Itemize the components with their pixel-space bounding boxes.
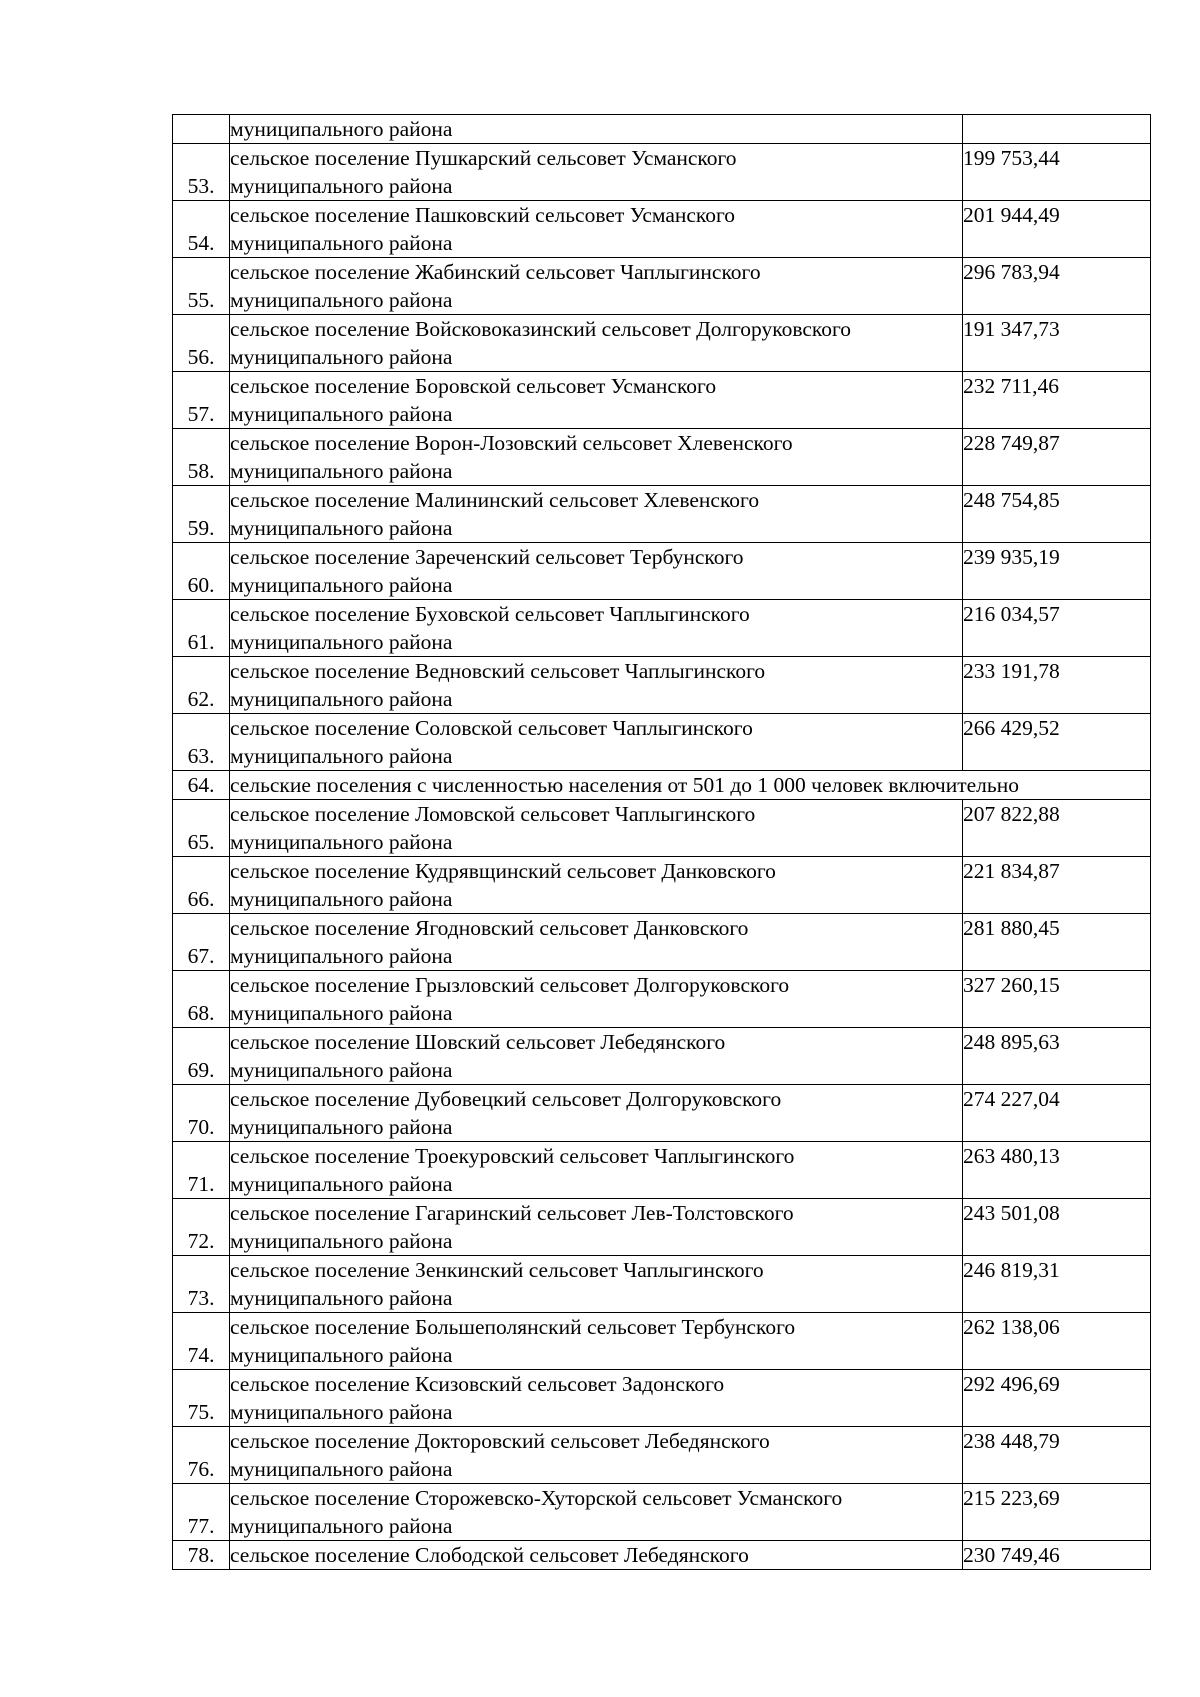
- table-row: [173, 1085, 1151, 1142]
- settlement-name: [230, 258, 963, 315]
- amount-value: 296 783,94: [963, 258, 1151, 315]
- row-number: 57.: [173, 372, 230, 429]
- row-number: 78.: [173, 1541, 230, 1570]
- settlement-name-line: муниципального района: [230, 1400, 453, 1424]
- amount-value: 281 880,45: [963, 914, 1151, 971]
- row-number: 75.: [173, 1370, 230, 1427]
- settlement-name-line: сельское поселение Дубовецкий сельсовет Долгоруковского: [230, 1087, 782, 1111]
- settlement-name: [230, 1541, 963, 1570]
- settlement-name: [230, 429, 963, 486]
- amount-value: 191 347,73: [963, 315, 1151, 372]
- table-row: [173, 429, 1151, 486]
- settlement-name-line: муниципального района: [230, 1286, 453, 1310]
- row-number: 67.: [173, 914, 230, 971]
- settlement-name-line: муниципального района: [230, 887, 453, 911]
- table-row: [173, 1199, 1151, 1256]
- amount-value: 201 944,49: [963, 201, 1151, 258]
- settlement-name-line: сельское поселение Зенкинский сельсовет Чаплыгинского: [230, 1258, 764, 1282]
- table-row: [173, 1427, 1151, 1484]
- row-number: 58.: [173, 429, 230, 486]
- settlement-name: [230, 543, 963, 600]
- row-number: 70.: [173, 1085, 230, 1142]
- settlement-name-line: сельское поселение Докторовский сельсовет Лебедянского: [230, 1429, 770, 1453]
- settlement-name-line: сельское поселение Зареченский сельсовет Тербунского: [230, 545, 744, 569]
- table-row: [173, 1370, 1151, 1427]
- settlement-name-line: муниципального района: [230, 1001, 453, 1025]
- settlement-name: [230, 600, 963, 657]
- settlement-name-line: сельское поселение Ломовской сельсовет Чаплыгинского: [230, 802, 756, 826]
- table-row: [173, 1484, 1151, 1541]
- settlement-name-line: сельское поселение Ксизовский сельсовет Задонского: [230, 1372, 725, 1396]
- settlement-name-line: муниципального района: [230, 459, 453, 483]
- settlement-name: [230, 1256, 963, 1313]
- settlement-name: [230, 1085, 963, 1142]
- amount-value: 216 034,57: [963, 600, 1151, 657]
- table-row: [173, 600, 1151, 657]
- settlement-name-line: сельское поселение Ягодновский сельсовет Данковского: [230, 916, 749, 940]
- settlement-name-line: сельское поселение Малининский сельсовет Хлевенского: [230, 488, 760, 512]
- settlement-name-line: муниципального района: [230, 231, 453, 255]
- table-row: [173, 372, 1151, 429]
- table-row: [173, 258, 1151, 315]
- table-row: [173, 914, 1151, 971]
- row-number: 62.: [173, 657, 230, 714]
- row-number: 71.: [173, 1142, 230, 1199]
- table-row: [173, 1142, 1151, 1199]
- settlement-name: [230, 144, 963, 201]
- amount-value: 207 822,88: [963, 800, 1151, 857]
- settlement-name: [230, 315, 963, 372]
- settlement-name: [230, 1028, 963, 1085]
- table-row: [173, 1313, 1151, 1370]
- row-number: 64.: [173, 771, 230, 800]
- row-number: 65.: [173, 800, 230, 857]
- amount-value: 228 749,87: [963, 429, 1151, 486]
- settlement-name-line: сельское поселение Большеполянский сельсовет Тербунского: [230, 1315, 796, 1339]
- amount-value: 248 754,85: [963, 486, 1151, 543]
- settlement-name-line: муниципального района: [230, 288, 453, 312]
- table-body: [173, 115, 1151, 1570]
- row-number: 53.: [173, 144, 230, 201]
- amount-value: 246 819,31: [963, 1256, 1151, 1313]
- settlement-name: [230, 1484, 963, 1541]
- settlement-name: [230, 115, 963, 144]
- settlement-name: [230, 486, 963, 543]
- settlement-name-line: муниципального района: [230, 1457, 453, 1481]
- table-row: [173, 543, 1151, 600]
- row-number: 66.: [173, 857, 230, 914]
- settlement-name-line: муниципального района: [230, 687, 453, 711]
- table-row: [173, 857, 1151, 914]
- settlement-name: [230, 1199, 963, 1256]
- amount-value: 232 711,46: [963, 372, 1151, 429]
- row-number: 56.: [173, 315, 230, 372]
- settlement-name-line: сельское поселение Шовский сельсовет Лебедянского: [230, 1030, 726, 1054]
- settlement-name-line: муниципального района: [230, 573, 453, 597]
- settlement-name-line: муниципального района: [230, 345, 453, 369]
- row-number: 68.: [173, 971, 230, 1028]
- settlement-name-line: муниципального района: [230, 1229, 453, 1253]
- settlement-name-line: муниципального района: [230, 516, 453, 540]
- settlement-name-line: муниципального района: [230, 1172, 453, 1196]
- table-row: [173, 315, 1151, 372]
- amount-value: 243 501,08: [963, 1199, 1151, 1256]
- row-number: [173, 115, 230, 144]
- settlement-name: [230, 1142, 963, 1199]
- row-number: 55.: [173, 258, 230, 315]
- table-row: [173, 714, 1151, 771]
- table-row: [173, 201, 1151, 258]
- table-row: [173, 1541, 1151, 1570]
- row-number: 73.: [173, 1256, 230, 1313]
- amount-value: 221 834,87: [963, 857, 1151, 914]
- amount-value: [963, 115, 1151, 144]
- amount-value: 292 496,69: [963, 1370, 1151, 1427]
- table-row: [173, 1256, 1151, 1313]
- amount-value: 262 138,06: [963, 1313, 1151, 1370]
- table-row: [173, 971, 1151, 1028]
- amount-value: 239 935,19: [963, 543, 1151, 600]
- settlement-name: [230, 657, 963, 714]
- amount-value: 274 227,04: [963, 1085, 1151, 1142]
- row-number: 77.: [173, 1484, 230, 1541]
- settlement-name-line: сельское поселение Сторожевско-Хуторской сельсовет Усманского: [230, 1486, 843, 1510]
- amount-value: 199 753,44: [963, 144, 1151, 201]
- table-row: [173, 115, 1151, 144]
- settlement-name-line: муниципального района: [230, 1058, 453, 1082]
- amount-value: 263 480,13: [963, 1142, 1151, 1199]
- settlement-name-line: сельское поселение Пашковский сельсовет Усманского: [230, 203, 736, 227]
- settlement-name: [230, 971, 963, 1028]
- table-row: [173, 1028, 1151, 1085]
- settlement-name-line: муниципального района: [230, 117, 453, 141]
- row-number: 60.: [173, 543, 230, 600]
- settlement-name-line: сельское поселение Войсковоказинский сельсовет Долгоруковского: [230, 317, 852, 341]
- amount-value: 248 895,63: [963, 1028, 1151, 1085]
- settlement-name-line: муниципального района: [230, 744, 453, 768]
- table-row: [173, 657, 1151, 714]
- settlement-name-line: муниципального района: [230, 402, 453, 426]
- settlement-name: [230, 1427, 963, 1484]
- settlement-name-line: сельское поселение Троекуровский сельсовет Чаплыгинского: [230, 1144, 795, 1168]
- settlement-name-line: сельское поселение Ведновский сельсовет Чаплыгинского: [230, 659, 766, 683]
- settlement-name-line: сельское поселение Слободской сельсовет Лебедянского: [230, 1543, 749, 1567]
- table-row: [173, 486, 1151, 543]
- settlement-name-line: сельское поселение Пушкарский сельсовет Усманского: [230, 146, 737, 170]
- table-row: [173, 800, 1151, 857]
- amount-value: 230 749,46: [963, 1541, 1151, 1570]
- row-number: 76.: [173, 1427, 230, 1484]
- amount-value: 233 191,78: [963, 657, 1151, 714]
- settlement-name: [230, 201, 963, 258]
- settlement-name-line: муниципального района: [230, 630, 453, 654]
- settlement-name: [230, 914, 963, 971]
- amount-value: 215 223,69: [963, 1484, 1151, 1541]
- settlement-name-line: муниципального района: [230, 174, 453, 198]
- settlement-name-line: муниципального района: [230, 1115, 453, 1139]
- settlement-name: [230, 1370, 963, 1427]
- row-number: 59.: [173, 486, 230, 543]
- settlement-name-line: муниципального района: [230, 1343, 453, 1367]
- settlement-name: [230, 1313, 963, 1370]
- settlement-name-line: сельское поселение Грызловский сельсовет Долгоруковского: [230, 973, 790, 997]
- row-number: 61.: [173, 600, 230, 657]
- settlement-name: [230, 800, 963, 857]
- row-number: 69.: [173, 1028, 230, 1085]
- settlement-name-line: сельское поселение Гагаринский сельсовет Лев-Толстовского: [230, 1201, 794, 1225]
- settlement-name-line: сельское поселение Жабинский сельсовет Чаплыгинского: [230, 260, 761, 284]
- settlement-name-line: муниципального района: [230, 1514, 453, 1538]
- row-number: 63.: [173, 714, 230, 771]
- settlement-name: [230, 714, 963, 771]
- settlement-name-line: муниципального района: [230, 830, 453, 854]
- settlement-name: [230, 857, 963, 914]
- amount-value: 266 429,52: [963, 714, 1151, 771]
- row-number: 72.: [173, 1199, 230, 1256]
- settlement-name: [230, 372, 963, 429]
- settlement-name-line: сельское поселение Кудрявщинский сельсовет Данковского: [230, 859, 776, 883]
- settlement-name-line: сельское поселение Соловской сельсовет Чаплыгинского: [230, 716, 753, 740]
- amount-value: 327 260,15: [963, 971, 1151, 1028]
- table-row: [173, 144, 1151, 201]
- settlement-name-line: сельское поселение Ворон-Лозовский сельсовет Хлевенского: [230, 431, 793, 455]
- settlement-name-line: муниципального района: [230, 944, 453, 968]
- settlement-name-line: сельское поселение Боровской сельсовет Усманского: [230, 374, 717, 398]
- section-header-row: [173, 771, 1151, 800]
- settlement-name-line: сельское поселение Буховской сельсовет Чаплыгинского: [230, 602, 750, 626]
- section-header-text: сельские поселения с численностью населения от 501 до 1 000 человек включительно: [230, 771, 1151, 800]
- row-number: 54.: [173, 201, 230, 258]
- amount-value: 238 448,79: [963, 1427, 1151, 1484]
- allocation-table: [172, 114, 1151, 1570]
- row-number: 74.: [173, 1313, 230, 1370]
